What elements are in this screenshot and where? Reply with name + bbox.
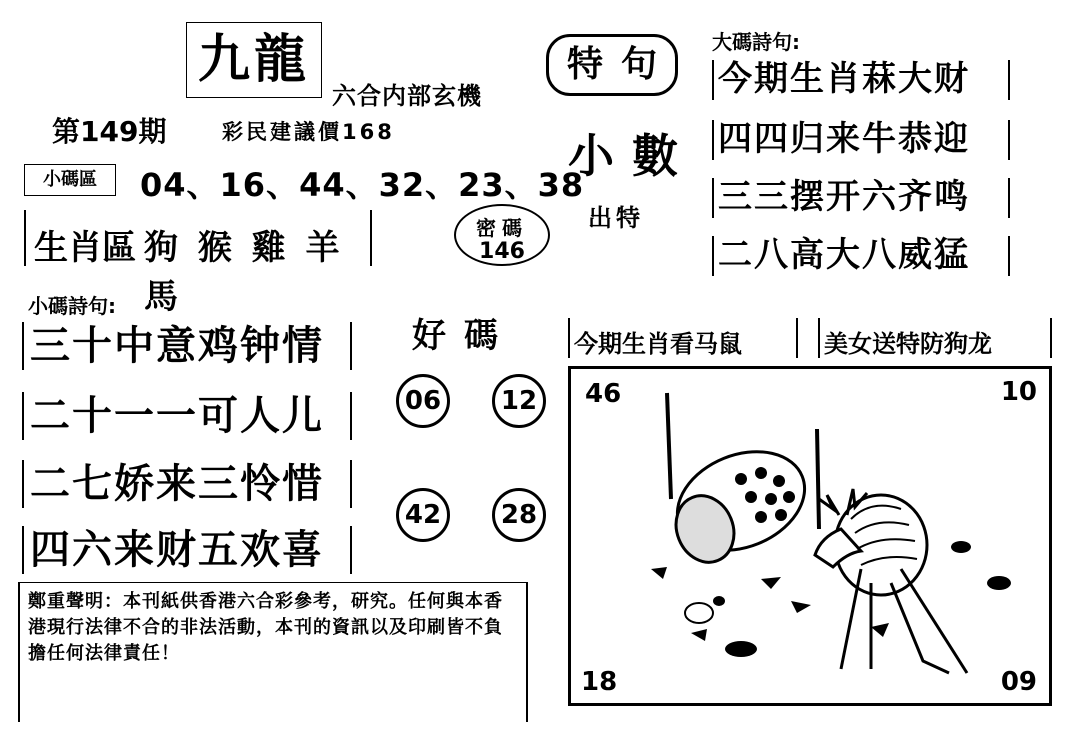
small-poem-line-1: 三十中意鸡钟情: [22, 322, 352, 370]
big-poem-line-3: 三三摆开六齐鸣: [712, 178, 1010, 218]
big-poem-line-1: 今期生肖菻大财: [712, 60, 1010, 100]
riddle-illustration: [571, 369, 1049, 703]
small-poem-label: 小碼詩句:: [28, 294, 116, 318]
good-codes-label: 好碼: [412, 316, 516, 356]
zodiac-label: 生肖區: [34, 228, 136, 268]
big-poem-label: 大碼詩句:: [712, 30, 800, 54]
brand-title: 九龍: [197, 30, 310, 90]
good-code-2: 12: [492, 374, 546, 428]
price-suggestion: 彩民建議價168: [222, 120, 395, 144]
good-code-3: 42: [396, 488, 450, 542]
tip-left: 今期生肖看马鼠: [568, 318, 798, 358]
good-code-4: 28: [492, 488, 546, 542]
zodiac-animals: 狗 猴 雞 羊 馬: [144, 228, 344, 317]
special-header-box: [546, 34, 678, 96]
corner-number-bottom-left: 18: [581, 667, 618, 697]
special-header: 特句: [567, 44, 676, 85]
small-poem-line-3: 二七娇来三怜惜: [22, 460, 352, 508]
small-code-numbers: 04、16、44、32、23、38: [140, 166, 585, 204]
disclaimer-box: [18, 582, 528, 722]
secret-code-badge: [454, 204, 550, 266]
corner-number-top-right: 10: [1000, 377, 1037, 407]
good-code-1: 06: [396, 374, 450, 428]
corner-number-top-left: 46: [585, 379, 622, 409]
tip-right: 美女送特防狗龙: [818, 318, 1052, 358]
small-poem-line-2: 二十一一可人儿: [22, 392, 352, 440]
secret-code-value: 146: [479, 239, 525, 264]
big-poem-line-2: 四四归来牛恭迎: [712, 120, 1010, 160]
small-code-label-box: [24, 164, 116, 196]
big-poem-line-4: 二八高大八威猛: [712, 236, 1010, 276]
corner-number-bottom-right: 09: [1000, 667, 1037, 697]
special-sub: 出特: [588, 204, 644, 232]
picture-frame: [568, 366, 1052, 706]
small-poem-line-4: 四六来财五欢喜: [22, 526, 352, 574]
brand-title-box: [186, 22, 322, 98]
secret-code-label: 密碼: [476, 216, 528, 240]
disclaimer-text: 鄭重聲明：本刊紙供香港六合彩參考，研究。任何與本香港現行法律不合的非法活動，本刊的資訊以及印刷皆不負擔任何法律責任！: [28, 591, 503, 664]
small-code-label: 小碼區: [43, 169, 97, 190]
brand-subtitle: 六合内部玄機: [332, 82, 482, 110]
issue-label: 第149期: [52, 115, 167, 148]
special-main: 小數: [568, 129, 696, 183]
